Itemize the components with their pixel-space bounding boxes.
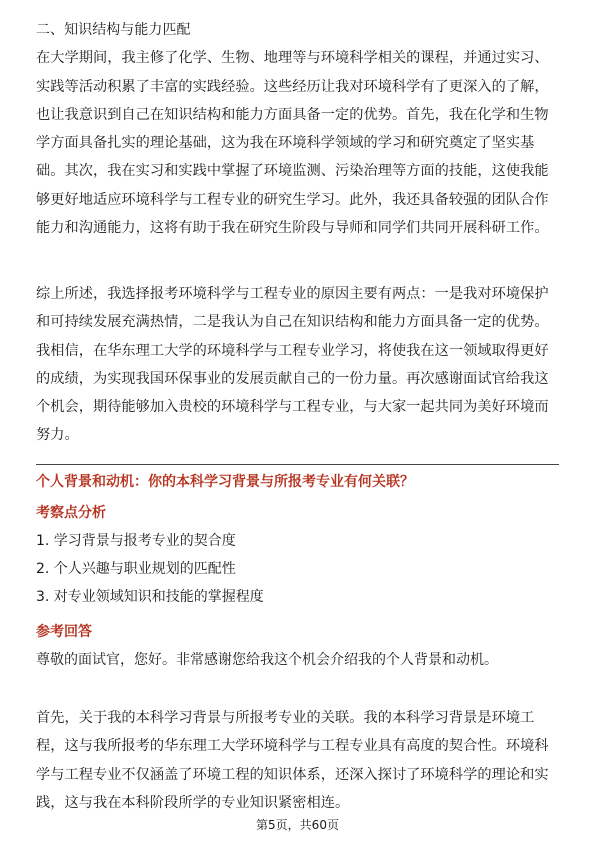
paragraph-line: 也让我意识到自己在知识结构和能力方面具备一定的优势。首先，我在化学和生物 — [36, 106, 549, 123]
analysis-item: 2. 个人兴趣与职业规划的匹配性 — [36, 561, 236, 577]
paragraph-line: 我相信，在华东理工大学的环境科学与工程专业学习，将使我在这一领域取得更好 — [36, 342, 549, 359]
question-title: 个人背景和动机：你的本科学习背景与所报考专业有何关联？ — [36, 474, 414, 490]
answer-label: 参考回答 — [36, 624, 92, 640]
paragraph-line: 综上所述，我选择报考环境科学与工程专业的原因主要有两点：一是我对环境保护 — [36, 286, 549, 302]
analysis-label: 考察点分析 — [36, 505, 106, 521]
analysis-item: 3. 对专业领域知识和技能的掌握程度 — [36, 589, 264, 605]
answer-greeting: 尊敬的面试官，您好。非常感谢您给我这个机会介绍我的个人背景和动机。 — [36, 652, 498, 668]
paragraph-line: 学与工程专业不仅涵盖了环境工程的知识体系，还深入探讨了环境科学的理论和实 — [36, 766, 549, 783]
analysis-item: 1. 学习背景与报考专业的契合度 — [36, 533, 236, 549]
section2-block — [36, 16, 559, 242]
conclusion-block — [36, 280, 559, 450]
paragraph-line: 个机会，期待能够加入贵校的环境科学与工程专业，与大家一起共同为美好环境而 — [36, 399, 549, 416]
paragraph-line: 在大学期间，我主修了化学、生物、地理等与环境科学相关的课程，并通过实习、 — [36, 50, 549, 67]
paragraph-line: 学方面具备扎实的理论基础，这为我在环境科学领域的学习和研究奠定了坚实基 — [36, 135, 535, 152]
paragraph-line: 实践等活动积累了丰富的实践经验。这些经历让我对环境科学有了更深入的了解， — [36, 78, 549, 95]
section2-heading: 二、知识结构与能力匹配 — [36, 22, 191, 38]
paragraph-line: 础。其次，我在实习和实践中掌握了环境监测、污染治理等方面的技能，这使我能 — [36, 163, 549, 180]
paragraph-line: 程，这与我所报考的华东理工大学环境科学与工程专业具有高度的契合性。环境科 — [36, 738, 549, 755]
paragraph-line: 努力。 — [36, 427, 79, 444]
section-divider — [36, 464, 559, 465]
paragraph-line: 和可持续发展充满热情，二是我认为自己在知识结构和能力方面具备一定的优势。 — [36, 314, 549, 331]
paragraph-line: 够更好地适应环境科学与工程专业的研究生学习。此外，我还具备较强的团队合作 — [36, 191, 549, 208]
answer-paragraph-block — [36, 704, 559, 817]
page-indicator: 第5页，共60页 — [256, 818, 339, 832]
paragraph-line: 践，这与我在本科阶段所学的专业知识紧密相连。 — [36, 794, 350, 811]
paragraph-line: 的成绩，为实现我国环保事业的发展贡献自己的一份力量。再次感谢面试官给我这 — [36, 370, 549, 387]
paragraph-line: 能力和沟通能力，这将有助于我在研究生阶段与导师和同学们共同开展科研工作。 — [36, 220, 549, 237]
paragraph-line: 首先，关于我的本科学习背景与所报考专业的关联。我的本科学习背景是环境工 — [36, 710, 535, 726]
